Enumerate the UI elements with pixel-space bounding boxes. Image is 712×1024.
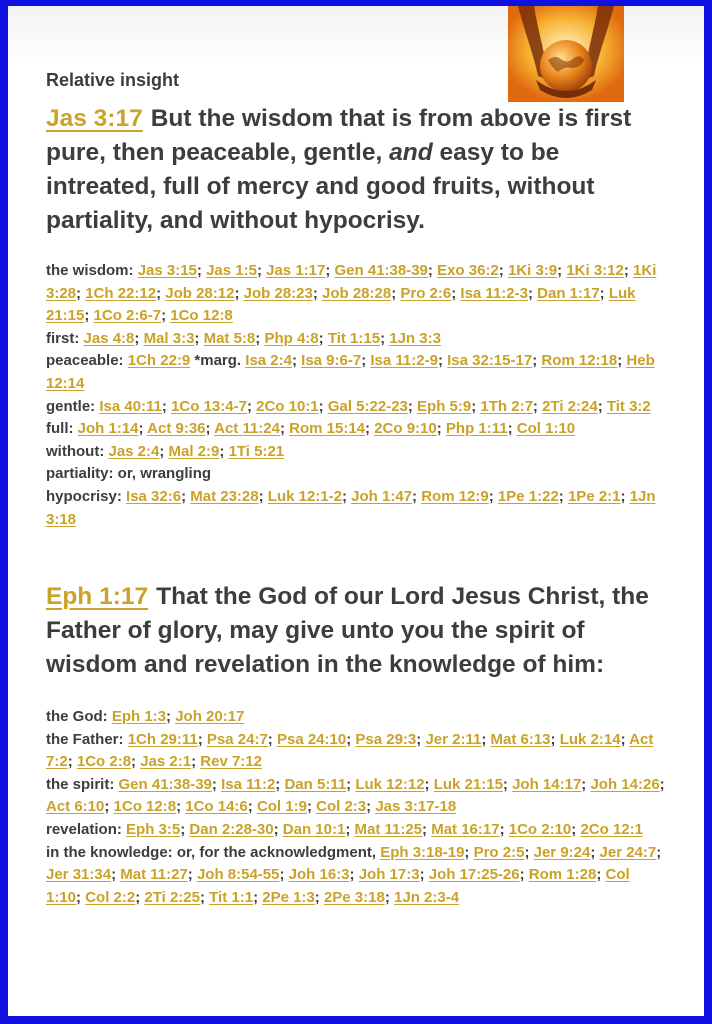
scripture-reference-link[interactable]: Col 2:3	[316, 798, 367, 816]
scripture-reference-link[interactable]: Jas 2:4	[108, 442, 160, 460]
cross-reference-term: full:	[46, 420, 74, 438]
hands-holding-globe-image	[508, 6, 624, 102]
scripture-reference-link[interactable]: Col 1:10	[516, 420, 576, 438]
scripture-reference-link[interactable]: 1Jn 3:3	[389, 329, 441, 347]
scripture-reference-link[interactable]: Jas 3:15	[137, 262, 197, 279]
scripture-reference-link[interactable]: 1Pe 1:22	[497, 487, 559, 505]
scripture-reference-link[interactable]: Dan 5:11	[284, 775, 347, 793]
scripture-reference-link[interactable]: 1Co 2:10	[508, 820, 572, 838]
verse-italic-word: and	[389, 139, 433, 166]
scripture-reference-link[interactable]: 2Co 9:10	[374, 420, 437, 438]
scripture-reference-link[interactable]: Tit 1:15	[327, 329, 381, 347]
scripture-reference-link[interactable]: Heb 12:14	[46, 352, 655, 392]
scripture-reference-link[interactable]: 1Co 12:8	[170, 307, 233, 325]
scripture-reference-link[interactable]: 1Jn 3:18	[46, 487, 656, 528]
scripture-reference-link[interactable]: Isa 2:4	[245, 352, 292, 370]
verse-text: easy to be intreated, full of mercy and good fruits, without partiality, and without hypocrisy.	[46, 139, 595, 234]
scripture-reference-link[interactable]: Joh 14:26	[590, 775, 660, 793]
scripture-reference-link[interactable]: Jer 31:34	[46, 866, 112, 884]
scripture-reference-link[interactable]: Dan 1:17	[537, 284, 600, 302]
scripture-reference-link[interactable]: 1Co 14:6	[185, 798, 248, 816]
scripture-reference-link[interactable]: 2Ti 2:24	[542, 397, 598, 415]
scripture-reference-link[interactable]: Mat 5:8	[203, 329, 256, 347]
scripture-reference-link[interactable]: 1Ki 3:28	[46, 262, 657, 302]
scripture-reference-link[interactable]: 1Ch 22:12	[85, 284, 157, 302]
scripture-reference-link[interactable]: Job 28:23	[243, 284, 313, 302]
scripture-reference-link[interactable]: Joh 1:47	[351, 487, 413, 505]
scripture-reference-link[interactable]: 1Ch 29:11	[127, 730, 198, 748]
scripture-reference-link[interactable]: Jas 3:17-18	[375, 798, 457, 816]
scripture-reference-link[interactable]: Dan 2:28-30	[189, 820, 274, 838]
cross-reference-term: hypocrisy:	[46, 487, 122, 505]
scripture-reference-link[interactable]: Eph 3:18-19	[380, 843, 465, 861]
scripture-reference-link[interactable]: Joh 1:14	[77, 420, 139, 438]
scripture-reference-link[interactable]: Joh 17:25-26	[428, 866, 520, 884]
scripture-reference-link[interactable]: Jas 2:1	[140, 753, 192, 771]
scripture-reference-link[interactable]: Isa 40:11	[99, 397, 162, 415]
cross-reference-term: the Father:	[46, 730, 124, 748]
cross-reference-term: peaceable:	[46, 352, 124, 370]
scripture-reference-link[interactable]: 1Ti 5:21	[228, 442, 285, 460]
verse-text: But the wisdom that is from above is first pure, then peaceable, gentle,	[46, 105, 632, 166]
cross-reference-term: without:	[46, 442, 105, 460]
cross-reference-entry: the wisdom: Jas 3:15; Jas 1:5; Jas 1:17; Gen 41:38-39; Exo 36:2; 1Ki 3:9; 1Ki 3:12; 1Ki 3:28; 1Ch 22:12; Job 28:12; Job 28:23; Job 28:28; Pro 2:6; Isa 11:2-3; Dan 1:17; Luk 21:15; 1Co 2:6-7; 1Co 12:8	[46, 262, 657, 325]
scripture-reference-link[interactable]: 1Co 2:6-7	[93, 307, 162, 325]
scripture-reference-link[interactable]: Col 1:10	[46, 866, 630, 906]
cross-reference-entry: full: Joh 1:14; Act 9:36; Act 11:24; Rom 15:14; 2Co 9:10; Php 1:11; Col 1:10	[46, 420, 576, 438]
scripture-reference-link[interactable]: 1Co 13:4-7	[171, 397, 247, 415]
scripture-reference-link[interactable]: Luk 12:1-2	[267, 487, 342, 505]
cross-references-eph-1-17	[46, 706, 668, 909]
scripture-reference-link[interactable]: Rev 7:12	[200, 753, 262, 771]
scripture-reference-link[interactable]: 1Ki 3:12	[566, 262, 624, 279]
cross-reference-entry: hypocrisy: Isa 32:6; Mat 23:28; Luk 12:1-2; Joh 1:47; Rom 12:9; 1Pe 1:22; 1Pe 2:1; 1Jn 3:18	[46, 487, 656, 528]
scripture-reference-link[interactable]: Eph 5:9	[417, 397, 472, 415]
scripture-reference-link[interactable]: Col 2:2	[85, 888, 136, 906]
scripture-reference-link[interactable]: Joh 16:3	[288, 866, 350, 884]
scripture-reference-link[interactable]: Jas 1:17	[266, 262, 326, 279]
cross-reference-term: partiality: or, wrangling	[46, 465, 212, 483]
scripture-reference-link[interactable]: Php 1:11	[445, 420, 508, 438]
cross-reference-term: the God:	[46, 708, 108, 725]
cross-reference-entry: gentle: Isa 40:11; 1Co 13:4-7; 2Co 10:1; Gal 5:22-23; Eph 5:9; 1Th 2:7; 2Ti 2:24; Tit 3:2	[46, 397, 651, 415]
scripture-reference-link[interactable]: Exo 36:2	[437, 262, 499, 279]
scripture-reference-link[interactable]: Mal 3:3	[143, 329, 195, 347]
cross-reference-entry: the Father: 1Ch 29:11; Psa 24:7; Psa 24:10; Psa 29:3; Jer 2:11; Mat 6:13; Luk 2:14; Act 7:2; 1Co 2:8; Jas 2:1; Rev 7:12	[46, 730, 654, 771]
scripture-reference-link[interactable]: Tit 3:2	[606, 397, 651, 415]
scripture-reference-link[interactable]: Joh 20:17	[175, 708, 245, 725]
scripture-reference-link[interactable]: Psa 24:7	[206, 730, 268, 748]
cross-reference-term: revelation:	[46, 820, 122, 838]
scripture-reference-link[interactable]: Joh 14:17	[512, 775, 582, 793]
scripture-reference-link[interactable]: Job 28:12	[165, 284, 235, 302]
scripture-reference-link[interactable]: Mat 6:13	[490, 730, 551, 748]
scripture-reference-link[interactable]: Act 9:36	[147, 420, 206, 438]
scripture-reference-link[interactable]: Jas 4:8	[83, 329, 135, 347]
scripture-reference-link[interactable]: Mat 11:25	[354, 820, 423, 838]
scripture-reference-link[interactable]: Gal 5:22-23	[327, 397, 408, 415]
scripture-reference-link[interactable]: Luk 12:12	[355, 775, 425, 793]
verse-reference-link[interactable]: Eph 1:17	[46, 583, 149, 610]
cross-reference-entry: the God: Eph 1:3; Joh 20:17	[46, 708, 245, 725]
cross-reference-term: the spirit:	[46, 775, 115, 793]
scripture-reference-link[interactable]: Col 1:9	[256, 798, 307, 816]
scripture-reference-link[interactable]: Rom 1:28	[528, 866, 597, 884]
scripture-reference-link[interactable]: Rom 12:18	[541, 352, 618, 370]
scripture-reference-link[interactable]: Eph 1:3	[111, 708, 167, 725]
scripture-reference-link[interactable]: Joh 17:3	[358, 866, 420, 884]
scripture-reference-link[interactable]: Isa 9:6-7	[301, 352, 362, 370]
scripture-reference-link[interactable]: Pro 2:5	[473, 843, 525, 861]
scripture-reference-link[interactable]: 1Jn 2:3-4	[394, 888, 460, 906]
scripture-reference-link[interactable]: Gen 41:38-39	[118, 775, 212, 793]
scripture-reference-link[interactable]: 1Co 12:8	[113, 798, 177, 816]
scripture-reference-link[interactable]: Dan 10:1	[282, 820, 346, 838]
scripture-reference-link[interactable]: 1Th 2:7	[480, 397, 533, 415]
verse-text: That the God of our Lord Jesus Christ, the Father of glory, may give unto you the spirit of wisdom and revelation in the knowledge of him:	[46, 583, 649, 678]
scripture-reference-link[interactable]: Pro 2:6	[400, 284, 452, 302]
scripture-reference-link[interactable]: Psa 24:10	[276, 730, 347, 748]
cross-reference-entry	[46, 463, 668, 486]
scripture-reference-link[interactable]: Isa 32:6	[126, 487, 182, 505]
scripture-reference-link[interactable]: Luk 2:14	[559, 730, 621, 748]
scripture-reference-link[interactable]: Rom 12:9	[421, 487, 489, 505]
page-heading: Relative insight	[46, 70, 180, 90]
scripture-reference-link[interactable]: Rom 15:14	[289, 420, 366, 438]
scripture-reference-link[interactable]: Isa 11:2-9	[370, 352, 438, 370]
scripture-reference-link[interactable]: Act 7:2	[46, 730, 654, 771]
scripture-reference-link[interactable]: Jer 24:7	[599, 843, 657, 861]
scripture-reference-link[interactable]: Eph 3:5	[126, 820, 181, 838]
scripture-reference-link[interactable]: Isa 11:2	[221, 775, 276, 793]
scripture-reference-link[interactable]: Mat 23:28	[190, 487, 259, 505]
scripture-reference-link[interactable]: Act 11:24	[214, 420, 280, 438]
verse-jas-3-17	[46, 102, 676, 238]
scripture-reference-link[interactable]: Gen 41:38-39	[334, 262, 428, 279]
scripture-reference-link[interactable]: Isa 32:15-17	[447, 352, 533, 370]
scripture-reference-link[interactable]: Luk 21:15	[433, 775, 503, 793]
cross-reference-note: *marg.	[190, 352, 246, 370]
scripture-reference-link[interactable]: 1Co 2:8	[76, 753, 132, 771]
scripture-reference-link[interactable]: 2Co 12:1	[580, 820, 643, 838]
cross-reference-entry: first: Jas 4:8; Mal 3:3; Mat 5:8; Php 4:8; Tit 1:15; 1Jn 3:3	[46, 329, 441, 347]
scripture-reference-link[interactable]: Jer 2:11	[425, 730, 482, 748]
verse-reference-link[interactable]: Jas 3:17	[46, 105, 143, 132]
cross-reference-entry: in the knowledge: or, for the acknowledgment, Eph 3:18-19; Pro 2:5; Jer 9:24; Jer 24:7; Jer 31:34; Mat 11:27; Joh 8:54-55; Joh 16:3; Joh 17:3; Joh 17:25-26; Rom 1:28; Col 1:10; Col 2:2; 2Ti 2:25; Tit 1:1; 2Pe 1:3; 2Pe 3:18; 1Jn 2:3-4	[46, 843, 662, 906]
scripture-reference-link[interactable]: 1Ki 3:9	[507, 262, 558, 279]
scripture-reference-link[interactable]: 2Co 10:1	[256, 397, 319, 415]
cross-reference-entry: revelation: Eph 3:5; Dan 2:28-30; Dan 10:1; Mat 11:25; Mat 16:17; 1Co 2:10; 2Co 12:1	[46, 820, 643, 838]
scripture-reference-link[interactable]: Mat 16:17	[431, 820, 500, 838]
verse-eph-1-17	[46, 580, 676, 682]
scripture-reference-link[interactable]: Psa 29:3	[355, 730, 417, 748]
cross-reference-entry: without: Jas 2:4; Mal 2:9; 1Ti 5:21	[46, 442, 285, 460]
scripture-reference-link[interactable]: 1Ch 22:9	[127, 352, 191, 370]
scripture-reference-link[interactable]: Mal 2:9	[168, 442, 220, 460]
scripture-reference-link[interactable]: Jer 9:24	[533, 843, 591, 861]
scripture-reference-link[interactable]: Job 28:28	[322, 284, 392, 302]
cross-reference-term: in the knowledge: or, for the acknowledgment,	[46, 843, 377, 861]
cross-references-jas-3-17	[46, 260, 668, 531]
cross-reference-term: gentle:	[46, 397, 96, 415]
scripture-reference-link[interactable]: 1Pe 2:1	[567, 487, 621, 505]
cross-reference-entry: the spirit: Gen 41:38-39; Isa 11:2; Dan 5:11; Luk 12:12; Luk 21:15; Joh 14:17; Joh 14:26; Act 6:10; 1Co 12:8; 1Co 14:6; Col 1:9; Col 2:3; Jas 3:17-18	[46, 775, 665, 816]
scripture-reference-link[interactable]: Jas 1:5	[206, 262, 257, 279]
cross-reference-term: first:	[46, 329, 80, 347]
scripture-reference-link[interactable]: Tit 1:1	[209, 888, 254, 906]
page	[8, 6, 704, 1016]
scripture-reference-link[interactable]: 2Pe 3:18	[323, 888, 385, 906]
scripture-reference-link[interactable]: Mat 11:27	[120, 866, 188, 884]
scripture-reference-link[interactable]: Luk 21:15	[46, 284, 636, 325]
cross-reference-entry: peaceable: 1Ch 22:9 *marg. Isa 2:4; Isa 9:6-7; Isa 11:2-9; Isa 32:15-17; Rom 12:18; Heb 12:14	[46, 352, 655, 392]
scripture-reference-link[interactable]: Act 6:10	[46, 798, 105, 816]
cross-reference-term: the wisdom:	[46, 262, 134, 279]
scripture-reference-link[interactable]: 2Pe 1:3	[262, 888, 315, 906]
scripture-reference-link[interactable]: Isa 11:2-3	[460, 284, 528, 302]
scripture-reference-link[interactable]: 2Ti 2:25	[144, 888, 200, 906]
scripture-reference-link[interactable]: Joh 8:54-55	[196, 866, 280, 884]
scripture-reference-link[interactable]: Php 4:8	[264, 329, 319, 347]
